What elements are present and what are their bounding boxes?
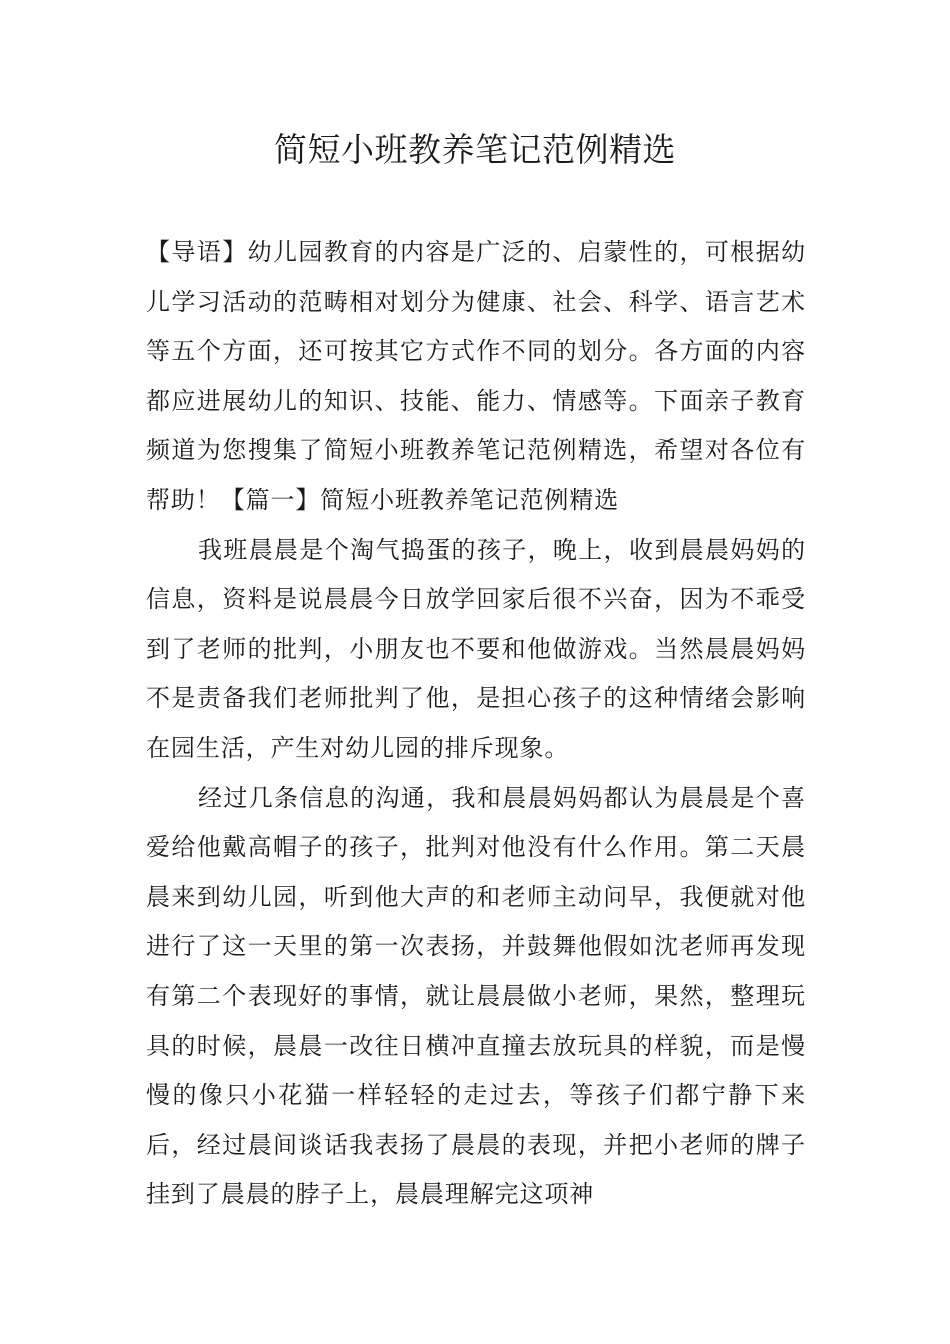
paragraph-story-2: 经过几条信息的沟通，我和晨晨妈妈都认为晨晨是个喜爱给他戴高帽子的孩子，批判对他没有什么作用。第二天晨晨来到幼儿园，听到他大声的和老师主动问早，我便就对他进行了这一天里的第一次表扬，并鼓舞他假如沈老师再发现有第二个表现好的事情，就让晨晨做小老师，果然，整理玩具的时候，晨晨一改往日横冲直撞去放玩具的样貌，而是慢慢的像只小花猫一样轻轻的走过去，等孩子们都宁静下来后，经过晨间谈话我表扬了晨晨的表现，并把小老师的牌子挂到了晨晨的脖子上，晨晨理解完这项神	[146, 783, 806, 1209]
paragraph-story-1: 我班晨晨是个淘气捣蛋的孩子，晚上，收到晨晨妈妈的信息，资料是说晨晨今日放学回家后很不兴奋，因为不乖受到了老师的批判，小朋友也不要和他做游戏。当然晨晨妈妈不是责备我们老师批判了他，是担心孩子的这种情绪会影响在园生活，产生对幼儿园的排斥现象。	[146, 535, 806, 762]
document-body	[146, 228, 806, 1220]
document-title: 简短小班教养笔记范例精选	[274, 130, 676, 169]
paragraph-intro: 【导语】幼儿园教育的内容是广泛的、启蒙性的，可根据幼儿学习活动的范畴相对划分为健康、社会、科学、语言艺术等五个方面，还可按其它方式作不同的划分。各方面的内容都应进展幼儿的知识、技能、能力、情感等。下面亲子教育频道为您搜集了简短小班教养笔记范例精选，希望对各位有帮助！【篇一】简短小班教养笔记范例精选	[146, 238, 806, 514]
